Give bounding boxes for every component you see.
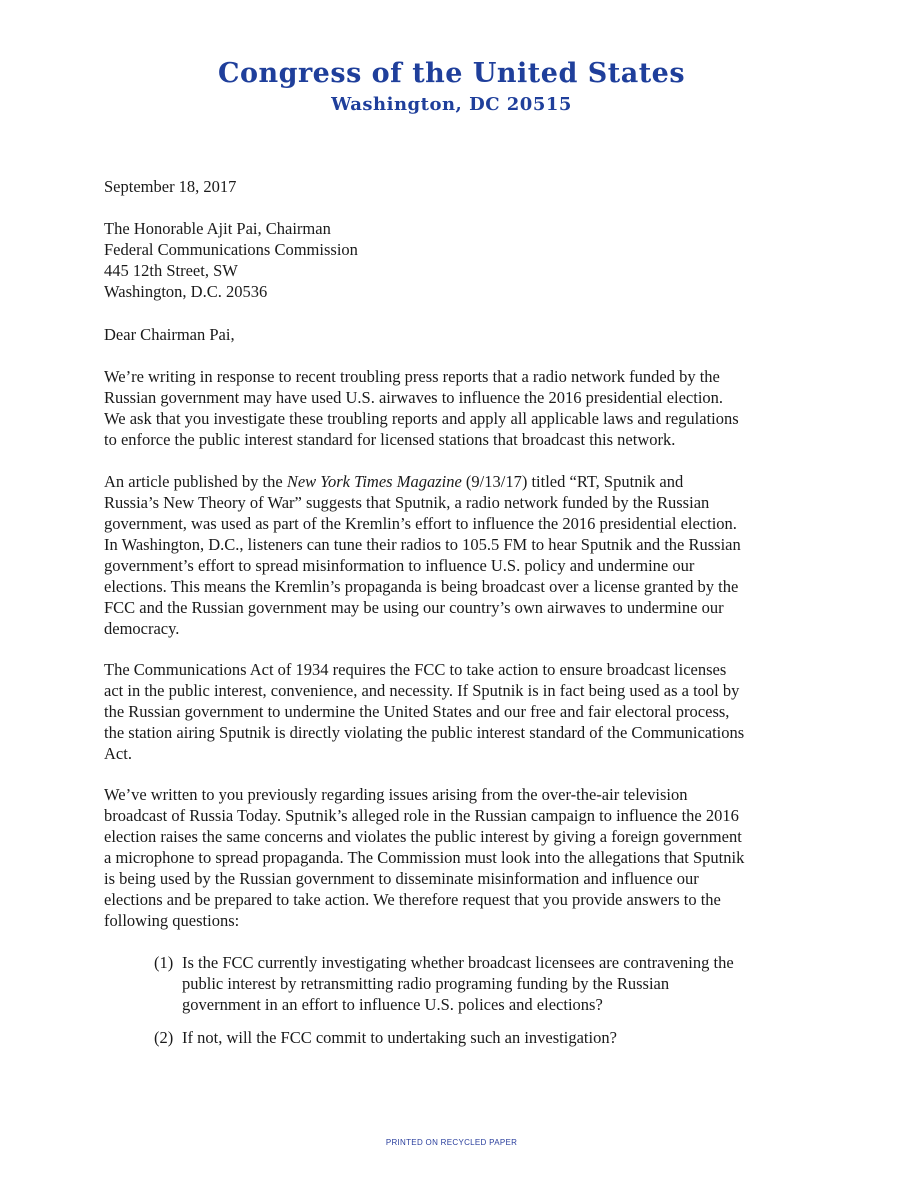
question-line: public interest by retransmitting radio programing funding by the Russian	[182, 974, 670, 993]
question-text	[182, 1027, 804, 1048]
paragraph-line: Act.	[104, 744, 132, 763]
paragraph-line: We’ve written to you previously regarding issues arising from the over-the-air television	[104, 785, 688, 804]
line-suffix: (9/13/17) titled “RT, Sputnik and	[461, 472, 684, 491]
paragraph-line: FCC and the Russian government may be using our country’s own airwaves to undermine our	[104, 598, 724, 617]
paragraph-line: broadcast of Russia Today. Sputnik’s alleged role in the Russian campaign to influence the 2016	[104, 806, 739, 825]
letterhead-title: Congress of the United States	[217, 58, 686, 89]
paragraph-line: is being used by the Russian government to disseminate misinformation and influence our	[104, 869, 699, 888]
paragraph-line: to enforce the public interest standard for licensed stations that broadcast this network.	[104, 430, 676, 449]
question-line: Is the FCC currently investigating whether broadcast licensees are contravening the	[182, 953, 734, 972]
recipient-organization: Federal Communications Commission	[104, 240, 358, 259]
question-2	[154, 1027, 804, 1048]
paragraph-line: act in the public interest, convenience, and necessity. If Sputnik is in fact being used as a tool by	[104, 681, 740, 700]
paragraph-line: the Russian government to undermine the United States and our free and fair electoral process,	[104, 702, 730, 721]
question-line: If not, will the FCC commit to undertaking such an investigation?	[182, 1028, 617, 1047]
letterhead-subtitle: Washington, DC 20515	[331, 94, 572, 115]
question-number: (1)	[154, 953, 174, 972]
salutation: Dear Chairman Pai,	[104, 325, 235, 344]
recipient-city: Washington, D.C. 20536	[104, 282, 268, 301]
question-line: government in an effort to influence U.S. polices and elections?	[182, 995, 603, 1014]
paragraph-line: In Washington, D.C., listeners can tune their radios to 105.5 FM to hear Sputnik and the Russian	[104, 535, 741, 554]
line-prefix: An article published by the	[104, 472, 287, 491]
question-number: (2)	[154, 1028, 174, 1047]
paragraph-line: The Communications Act of 1934 requires the FCC to take action to ensure broadcast licenses	[104, 660, 727, 679]
paragraph-line: Russia’s New Theory of War” suggests that Sputnik, a radio network funded by the Russian	[104, 493, 710, 512]
paragraph-line: the station airing Sputnik is directly violating the public interest standard of the Communications	[104, 723, 745, 742]
paragraph-1	[104, 366, 804, 450]
recipient-street: 445 12th Street, SW	[104, 261, 238, 280]
paragraph-line: We ask that you investigate these troubling reports and apply all applicable laws and regulations	[104, 409, 739, 428]
paragraph-line: government’s effort to spread misinformation to influence U.S. policy and undermine our	[104, 556, 695, 575]
letterhead	[0, 56, 903, 118]
question-1	[154, 952, 804, 1015]
publication-title: New York Times Magazine	[286, 472, 462, 491]
paragraph-line: election raises the same concerns and violates the public interest by giving a foreign government	[104, 827, 742, 846]
paragraph-2	[104, 471, 804, 639]
paragraph-line: following questions:	[104, 911, 240, 930]
recipient-address	[104, 218, 358, 302]
paragraph-line	[104, 471, 804, 492]
paragraph-line: Russian government may have used U.S. airwaves to influence the 2016 presidential election.	[104, 388, 724, 407]
question-text	[182, 952, 804, 1015]
recycled-paper-footer: PRINTED ON RECYCLED PAPER	[385, 1138, 518, 1147]
paragraph-line: democracy.	[104, 619, 180, 638]
paragraph-line: We’re writing in response to recent troubling press reports that a radio network funded by the	[104, 367, 720, 386]
paragraph-3	[104, 659, 804, 764]
paragraph-line: government, was used as part of the Kremlin’s effort to influence the 2016 presidential election.	[104, 514, 737, 533]
letter-date: September 18, 2017	[104, 177, 237, 196]
recipient-name: The Honorable Ajit Pai, Chairman	[104, 219, 331, 238]
paragraph-line: elections. This means the Kremlin’s propaganda is being broadcast over a license granted by the	[104, 577, 739, 596]
paragraph-line: elections and be prepared to take action. We therefore request that you provide answers to the	[104, 890, 721, 909]
paragraph-4	[104, 784, 804, 931]
paragraph-line: a microphone to spread propaganda. The Commission must look into the allegations that Sputnik	[104, 848, 745, 867]
